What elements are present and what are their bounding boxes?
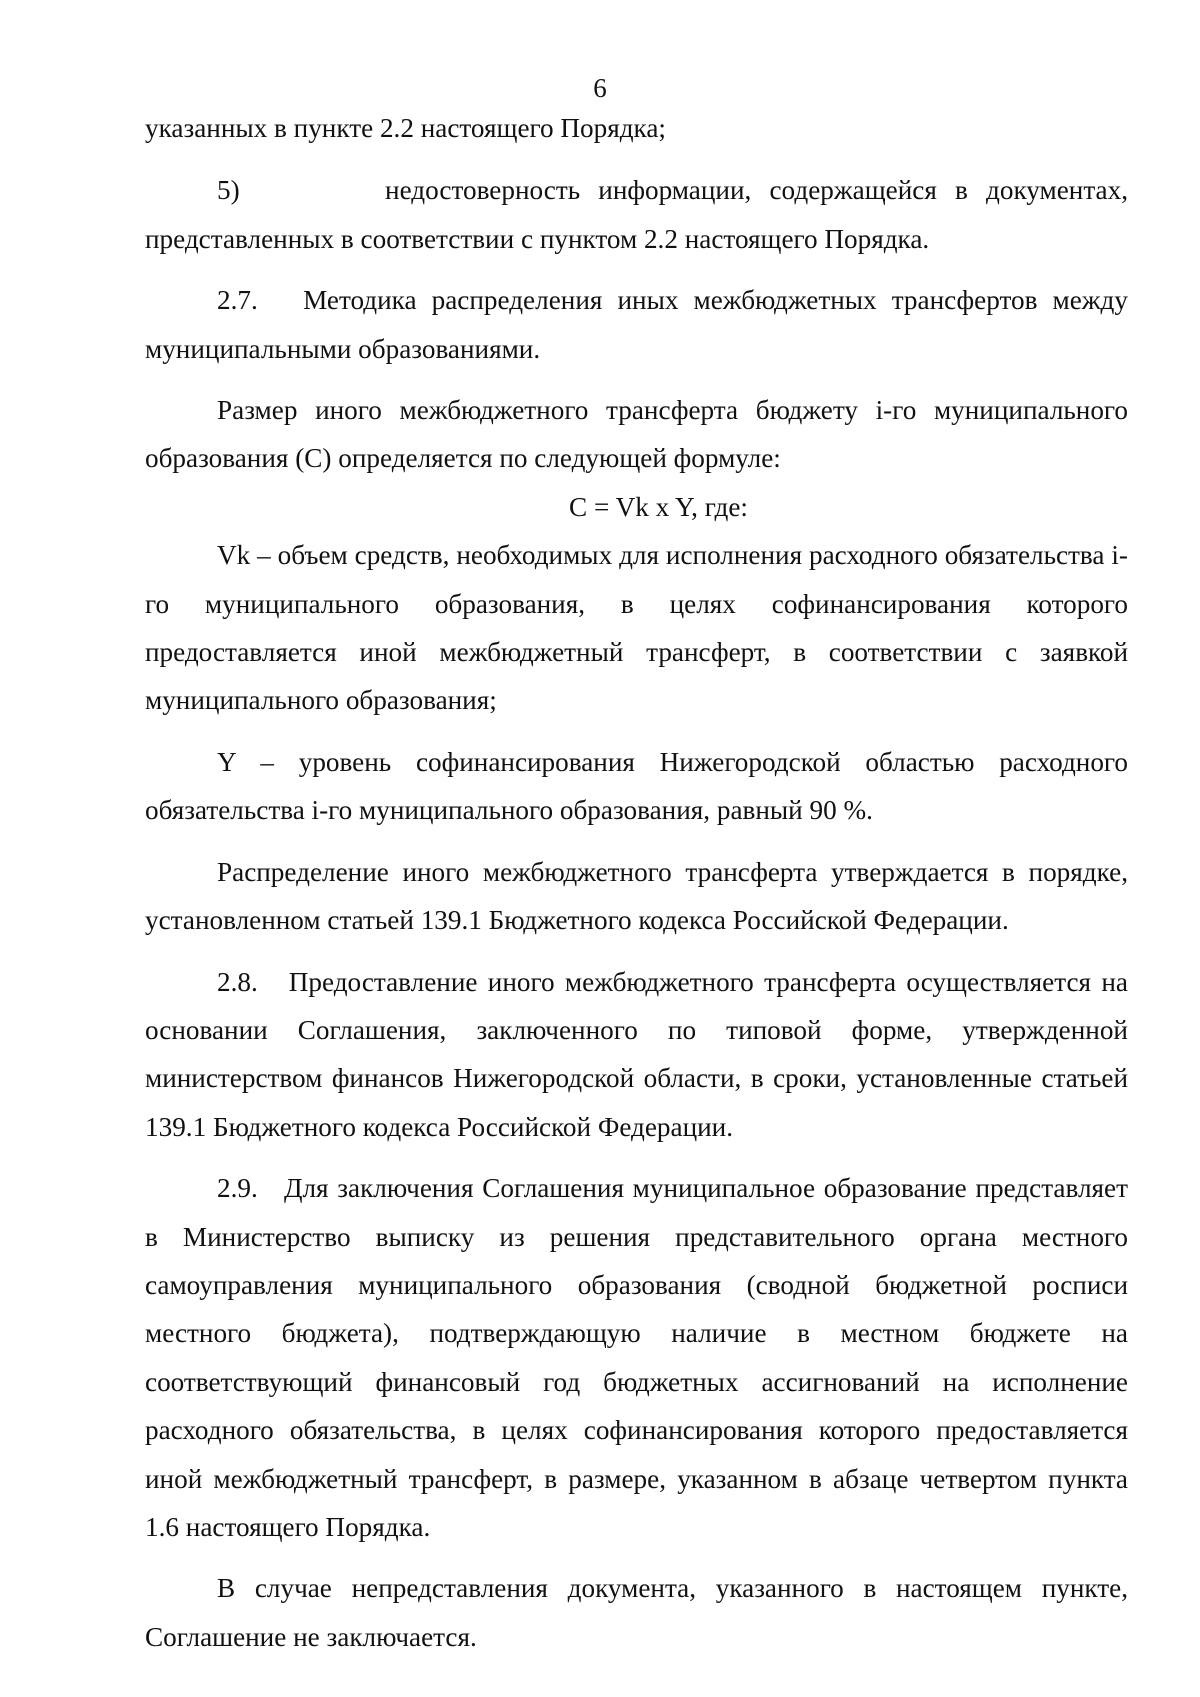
- paragraph: 5) недостоверность информации, содержащейся в документах, представленных в соответствии с пунктом 2.2 настоящего Порядка.: [145, 175, 1128, 254]
- document-body: [145, 104, 1128, 1661]
- paragraph: указанных в пункте 2.2 настоящего Порядка;: [145, 113, 666, 143]
- paragraph: В случае непредставления документа, указанного в настоящем пункте, Соглашение не заключается.: [145, 1573, 1128, 1652]
- paragraph: Vk – объем средств, необходимых для исполнения расходного обязательства i-го муниципального образования, в целях софинансирования которого предоставляется иной межбюджетный трансферт, в соответствии с заявкой муниципального образования;: [145, 540, 1128, 716]
- paragraph: 2.9. Для заключения Соглашения муниципальное образование представляет в Министерство выписку из решения представительного органа местного самоуправления муниципального образования (сводной бюджетной росписи местного бюджета), подтверждающую наличие в местном бюджете на соответствующий финансовый год бюджетных ассигнований на исполнение расходного обязательства, в целях софинансирования которого предоставляется иной межбюджетный трансферт, в размере, указанном в абзаце четвертом пункта 1.6 настоящего Порядка.: [145, 1173, 1128, 1542]
- paragraph: Y – уровень софинансирования Нижегородской областью расходного обязательства i-го муниципального образования, равный 90 %.: [145, 746, 1128, 826]
- page-number: 6: [593, 73, 607, 103]
- paragraph: Размер иного межбюджетного трансферта бюджету i-го муниципального образования (С) определяется по следующей формуле:: [145, 395, 1128, 474]
- formula: C = Vk x Y, где:: [569, 491, 748, 522]
- paragraph: Распределение иного межбюджетного трансферта утверждается в порядке, установленном статьей 139.1 Бюджетного кодекса Российской Федерации.: [145, 856, 1128, 936]
- paragraph: 2.7. Методика распределения иных межбюджетных трансфертов между муниципальными образованиями.: [145, 285, 1128, 364]
- paragraph: 2.8. Предоставление иного межбюджетного трансферта осуществляется на основании Соглашения, заключенного по типовой форме, утвержденной министерством финансов Нижегородской области, в сроки, установленные статьей 139.1 Бюджетного кодекса Российской Федерации.: [145, 966, 1128, 1142]
